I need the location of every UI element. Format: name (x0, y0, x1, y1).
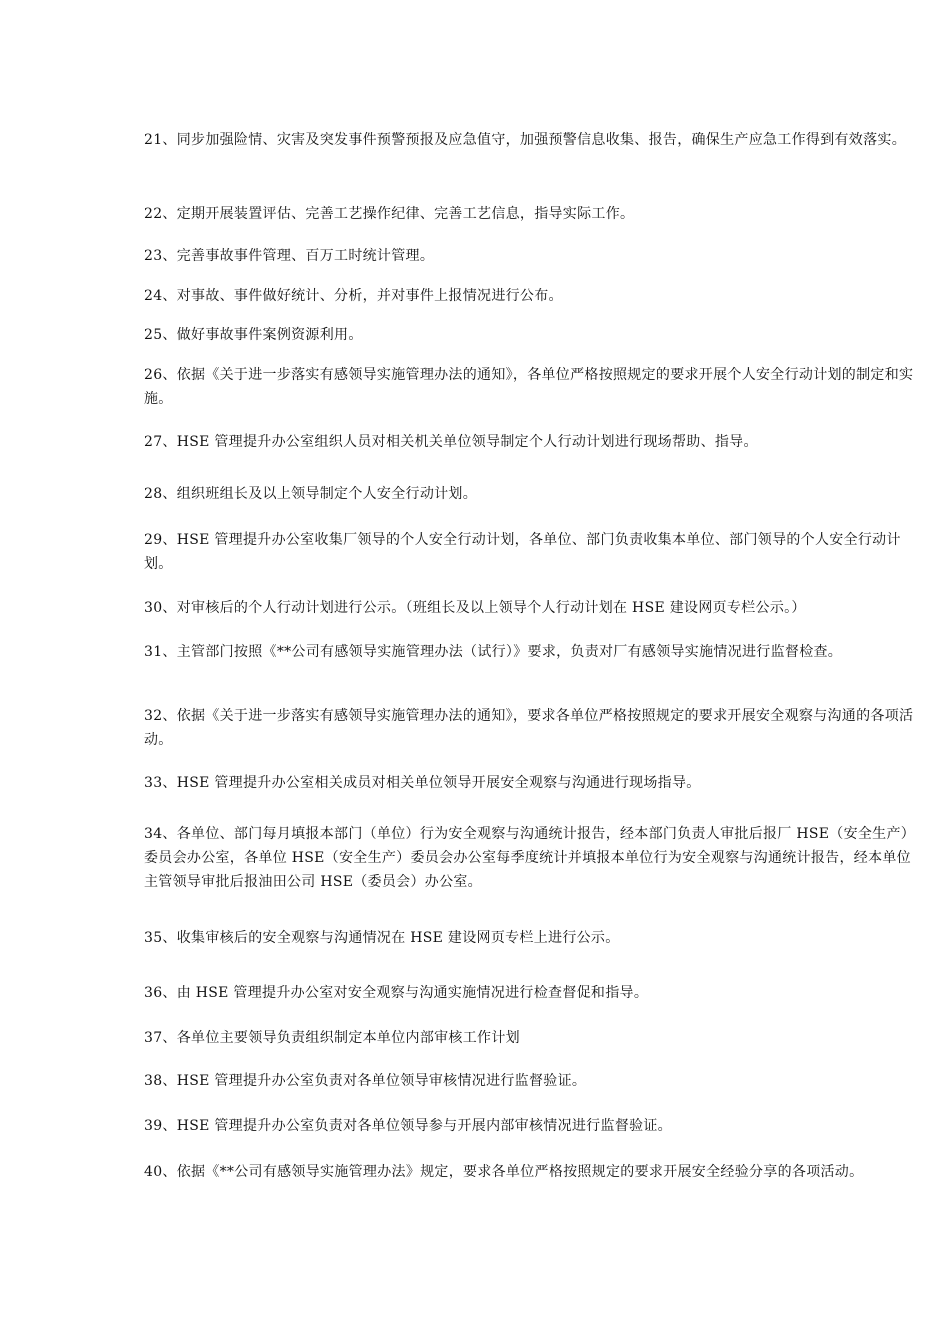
paragraph-37: 37、各单位主要领导负责组织制定本单位内部审核工作计划 (144, 1030, 520, 1046)
paragraph-25: 25、做好事故事件案例资源利用。 (144, 327, 363, 343)
paragraph-39: 39、HSE 管理提升办公室负责对各单位领导参与开展内部审核情况进行监督验证。 (144, 1118, 672, 1134)
paragraph-36: 36、由 HSE 管理提升办公室对安全观察与沟通实施情况进行检查督促和指导。 (144, 985, 649, 1001)
paragraph-34: 34、各单位、部门每月填报本部门（单位）行为安全观察与沟通统计报告，经本部门负责人审批后报厂 HSE（安全生产）委员会办公室，各单位 HSE（安全生产）委员会办公室每季度统计并填报本单位行为安全观察与沟通统计报告，经本单位主管领导审批后报油田公司 HSE（委员会）办公室。 (144, 826, 916, 890)
paragraph-33: 33、HSE 管理提升办公室相关成员对相关单位领导开展安全观察与沟通进行现场指导。 (144, 775, 701, 791)
paragraph-32: 32、依据《关于进一步落实有感领导实施管理办法的通知》，要求各单位严格按照规定的要求开展安全观察与沟通的各项活动。 (144, 708, 914, 748)
paragraph-22: 22、定期开展装置评估、完善工艺操作纪律、完善工艺信息，指导实际工作。 (144, 206, 635, 222)
paragraph-30: 30、对审核后的个人行动计划进行公示。（班组长及以上领导个人行动计划在 HSE 建设网页专栏公示。） (144, 600, 806, 616)
paragraph-23: 23、完善事故事件管理、百万工时统计管理。 (144, 248, 435, 264)
paragraph-29: 29、HSE 管理提升办公室收集厂领导的个人安全行动计划，各单位、部门负责收集本单位、部门领导的个人安全行动计划。 (144, 532, 901, 572)
paragraph-21: 21、同步加强险情、灾害及突发事件预警预报及应急值守，加强预警信息收集、报告，确保生产应急工作得到有效落实。 (144, 132, 907, 148)
paragraph-28: 28、组织班组长及以上领导制定个人安全行动计划。 (144, 486, 478, 502)
paragraph-35: 35、收集审核后的安全观察与沟通情况在 HSE 建设网页专栏上进行公示。 (144, 930, 620, 946)
paragraph-38: 38、HSE 管理提升办公室负责对各单位领导审核情况进行监督验证。 (144, 1073, 587, 1089)
paragraph-24: 24、对事故、事件做好统计、分析，并对事件上报情况进行公布。 (144, 288, 563, 304)
paragraph-31: 31、主管部门按照《**公司有感领导实施管理办法（试行）》要求，负责对厂有感领导实施情况进行监督检查。 (144, 644, 843, 660)
paragraph-27: 27、HSE 管理提升办公室组织人员对相关机关单位领导制定个人行动计划进行现场帮助、指导。 (144, 434, 758, 450)
paragraph-40: 40、依据《**公司有感领导实施管理办法》规定，要求各单位严格按照规定的要求开展安全经验分享的各项活动。 (144, 1164, 864, 1180)
paragraph-26: 26、依据《关于进一步落实有感领导实施管理办法的通知》，各单位严格按照规定的要求开展个人安全行动计划的制定和实施。 (144, 367, 914, 407)
